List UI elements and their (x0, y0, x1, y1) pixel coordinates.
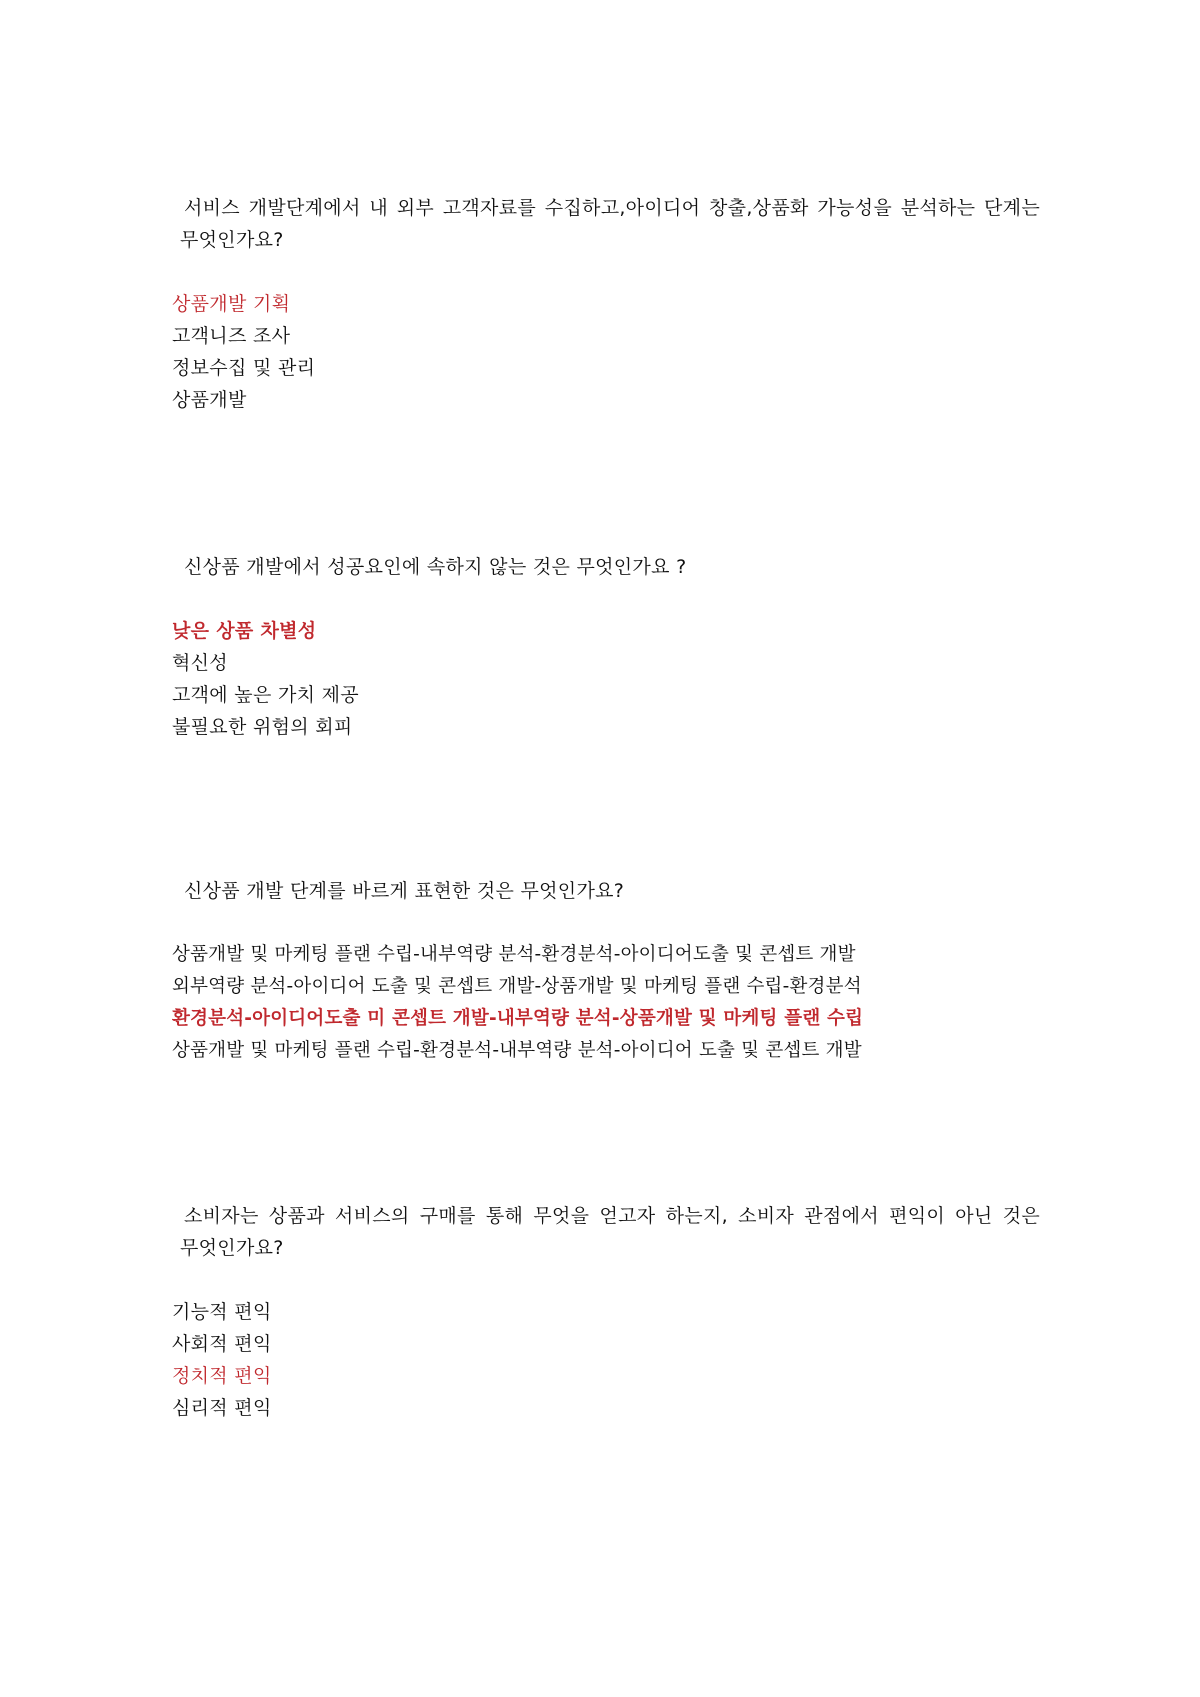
option: 상품개발 및 마케팅 플랜 수립-환경분석-내부역량 분석-아이디어 도출 및 콘셉트 개발 (172, 1040, 862, 1061)
option: 외부역량 분석-아이디어 도출 및 콘셉트 개발-상품개발 및 마케팅 플랜 수립-환경분석 (172, 976, 862, 997)
option-list (172, 288, 1040, 416)
option: 기능적 편익 (172, 1301, 272, 1323)
question-text: 신상품 개발에서 성공요인에 속하지 않는 것은 무엇인가요 ? (184, 556, 687, 578)
option: 사회적 편익 (172, 1333, 272, 1355)
question-text: 신상품 개발 단계를 바르게 표현한 것은 무엇인가요? (184, 880, 625, 902)
option-correct: 낮은 상품 차별성 (172, 620, 317, 642)
question-text: 서비스 개발단계에서 내 외부 고객자료를 수집하고,아이디어 창출,상품화 가능성을 분석하는 단계는 무엇인가요? (180, 197, 1040, 251)
option: 고객니즈 조사 (172, 325, 291, 347)
option: 혁신성 (172, 652, 228, 674)
option: 상품개발 (172, 389, 247, 411)
question-block-3 (172, 875, 1040, 1083)
question-block-1 (172, 192, 1040, 432)
option: 정보수집 및 관리 (172, 357, 316, 379)
option: 심리적 편익 (172, 1397, 272, 1419)
option-list (172, 615, 1040, 743)
question-block-4 (172, 1200, 1040, 1440)
question-block-2 (172, 551, 1040, 759)
option: 불필요한 위험의 회피 (172, 716, 353, 738)
option-correct: 정치적 편익 (172, 1365, 272, 1387)
option: 고객에 높은 가치 제공 (172, 684, 359, 706)
option-list (172, 1296, 1040, 1424)
option-list (172, 939, 1040, 1067)
question-text: 소비자는 상품과 서비스의 구매를 통해 무엇을 얻고자 하는지, 소비자 관점에서 편익이 아닌 것은 무엇인가요? (180, 1205, 1040, 1259)
option-correct: 상품개발 기획 (172, 293, 291, 315)
option-correct: 환경분석-아이디어도출 미 콘셉트 개발-내부역량 분석-상품개발 및 마케팅 플랜 수립 (172, 1008, 864, 1029)
option: 상품개발 및 마케팅 플랜 수립-내부역량 분석-환경분석-아이디어도출 및 콘셉트 개발 (172, 944, 856, 965)
